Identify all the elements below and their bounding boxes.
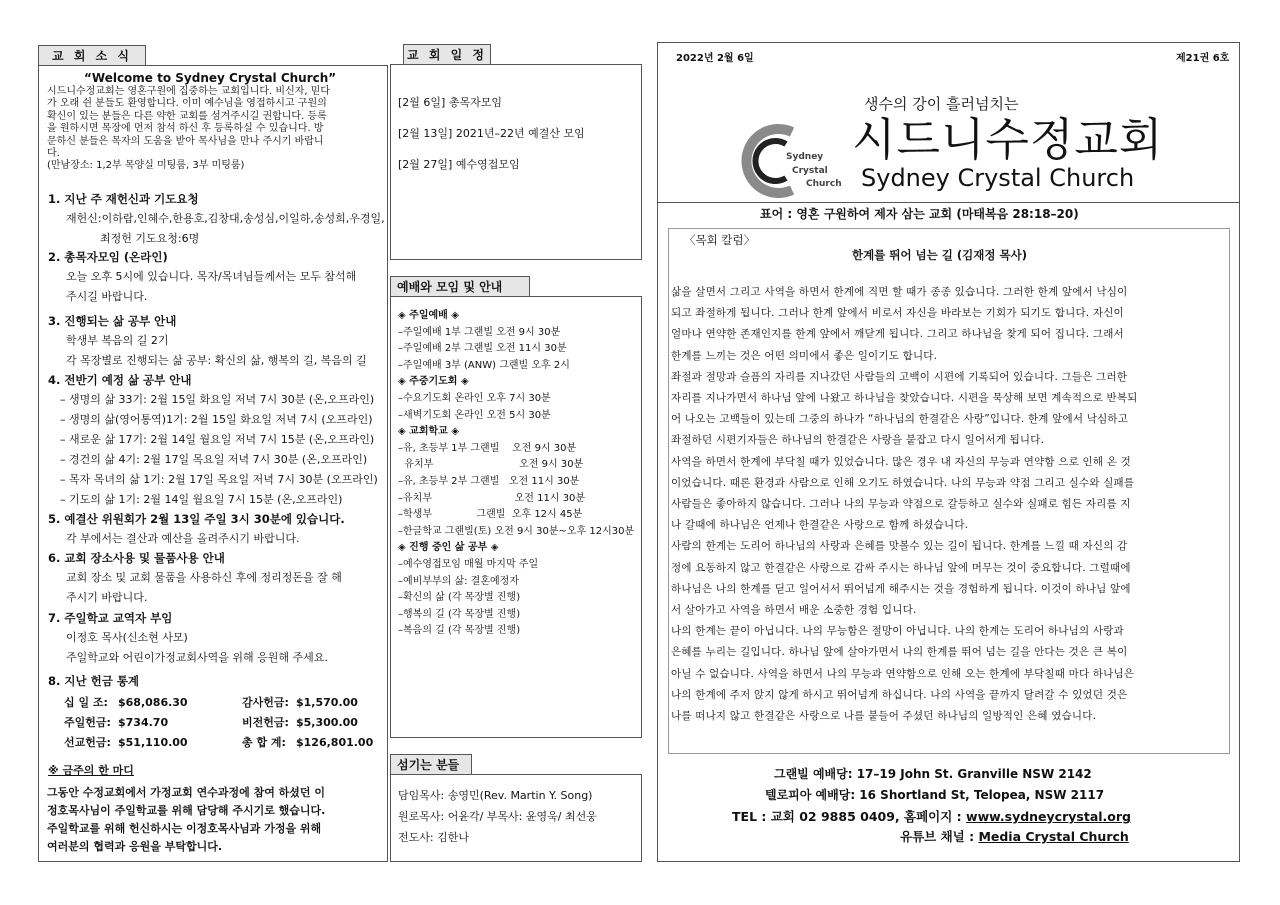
- welcome-line: 가 오래 쉰 분들도 환영합니다. 이미 예수님을 영접하시고 구원의: [47, 98, 327, 110]
- column-label: 〈목회 칼럼〉: [684, 233, 756, 247]
- column-line: 아닐 수 없습니다. 사역을 하면서 나의 무능과 연약함으로 인해 오는 한계에 부닥칠때 마다 하나님은: [671, 667, 1135, 680]
- servant-item: 전도사: 김한나: [398, 831, 469, 844]
- column-line: 정에 요동하지 않고 한결같은 사랑으로 감싸 주시는 하나님 앞에 머무는 것이 중요합니다. 그럴때에: [671, 561, 1131, 574]
- homepage-link[interactable]: www.sydneycrystal.org: [966, 809, 1131, 824]
- news-item-line: 학생부 복음의 길 2기: [66, 334, 169, 347]
- church-name-en: Sydney Crystal Church: [861, 164, 1135, 192]
- youtube-link[interactable]: Media Crystal Church: [978, 829, 1129, 844]
- column-line: 어 나오는 고백들이 있는데 그중의 하나가 “하나님의 한결같은 사랑”입니다. 한계 앞에서 낙심하고: [671, 413, 1129, 426]
- column-line: 자리를 지나가면서 하나님 앞에 나왔고 하나님을 찾았습니다. 시편을 묵상해 보면 계속적으로 반복되: [671, 392, 1138, 404]
- offering-label: 선교헌금:: [64, 736, 111, 749]
- offering-value: $126,801.00: [296, 736, 374, 749]
- issue-date: 2022년 2월 6일: [676, 53, 754, 64]
- column-line: 한계를 느끼는 것은 어떤 의미에서 좋은 일이기도 합니다.: [671, 349, 938, 362]
- offering-label: 총 합 계:: [242, 736, 286, 749]
- news-item-line: 주일학교와 어린이가정교회사역을 위해 응원해 주세요.: [66, 651, 328, 664]
- tagline: 생수의 강이 흘러넘치는: [864, 95, 1019, 113]
- welcome-line: 확신이 있는 분들은 다른 약한 교회를 섬겨주시길 권합니다. 등록: [47, 110, 327, 122]
- issue-volume: 제21권 6호: [1176, 53, 1230, 64]
- news-item-line: – 기도의 삶 1기: 2월 14일 월요일 7시 15분 (온,오프라인): [60, 493, 343, 506]
- word-title: ※ 금주의 한 마디: [48, 764, 134, 777]
- worship-item: –확신의 삶 (각 목장별 진행): [398, 592, 521, 604]
- worship-item: –예비부부의 삶: 결혼예정자: [398, 575, 519, 587]
- worship-item: –유치부 오전 11시 30분: [398, 492, 586, 504]
- news-item-line: 최정헌 기도요청:6명: [100, 232, 200, 245]
- column-line: 좌절과 절망과 슬픔의 자리를 지나갔던 사람들의 고백이 시편에 기록되어 있습니다. 그들은 그러한: [671, 370, 1128, 383]
- worship-item: –주일예배 3부 (ANW) 그랜빌 오후 2시: [398, 359, 570, 371]
- youtube-label: 유튜브 채널 :: [900, 829, 979, 844]
- news-item-line: 교회 장소 및 교회 물품을 사용하신 후에 정리정돈을 잘 해: [66, 571, 342, 584]
- news-item-title: 3. 진행되는 삶 공부 안내: [48, 314, 177, 328]
- offering-value: $68,086.30: [118, 696, 188, 709]
- schedule-tab: 교 회 일 정: [403, 44, 491, 65]
- offering-value: $1,570.00: [296, 696, 358, 709]
- welcome-line: 시드니수정교회는 영혼구원에 집중하는 교회입니다. 비신자, 믿다: [47, 86, 331, 97]
- news-item-title: 7. 주일학교 교역자 부임: [48, 611, 173, 625]
- servant-item: 담임목사: 송영민(Rev. Martin Y. Song): [398, 789, 593, 802]
- servants-tab: 섬기는 분들: [390, 754, 472, 774]
- motto: 표어 : 영혼 구원하여 제자 삼는 교회 (마태복음 28:18–20): [760, 207, 1079, 221]
- news-item-line: 오늘 오후 5시에 있습니다. 목자/목녀님들께서는 모두 참석해: [66, 270, 357, 283]
- worship-item: –학생부 그랜빌 오후 12시 45분: [398, 509, 583, 521]
- worship-item: –주일예배 1부 그랜빌 오전 9시 30분: [398, 326, 561, 338]
- word-line: 정호목사님이 주일학교를 위해 담당해 주시기로 했습니다.: [47, 804, 326, 817]
- contact-line: [732, 809, 1131, 825]
- worship-item: –예수영접모임 매월 마지막 주일: [398, 559, 539, 570]
- schedule-item: [2월 6일] 총목자모임: [398, 96, 502, 109]
- news-item-line: – 경건의 삶 4기: 2월 17일 목요일 저녁 7시 30분 (온,오프라인): [60, 453, 368, 466]
- column-line: 얼마나 연약한 존재인지를 한계 앞에서 깨닫게 됩니다. 그리고 하나님을 찾게 되어 집니다. 그래서: [671, 328, 1124, 341]
- column-line: 이었습니다. 때론 환경과 사람으로 인해 오기도 하였습니다. 나의 무능과 약점 그리고 실수와 실패를: [671, 476, 1135, 489]
- word-line: 여러분의 협력과 응원을 부탁합니다.: [47, 840, 223, 853]
- worship-item: –주일예배 2부 그랜빌 오전 11시 30분: [398, 343, 567, 355]
- offering-value: $734.70: [118, 716, 169, 729]
- news-item-title: 5. 예결산 위원회가 2월 13일 주일 3시 30분에 있습니다.: [48, 512, 345, 526]
- column-line: 나 갈때에 하나님은 언제나 한결같은 사랑으로 함께 하셨습니다.: [671, 519, 969, 532]
- worship-item: –행복의 길 (각 목장별 진행): [398, 608, 521, 620]
- column-line: 사람들은 좋아하지 않습니다. 그러나 나의 무능과 약점으로 갈등하고 실수와 실패로 힘든 자리를 지: [671, 498, 1131, 510]
- servant-item: 원로목사: 어윤각/ 부목사: 윤영욱/ 최선웅: [398, 810, 597, 823]
- worship-section-title: ◈ 주중기도회 ◈: [398, 376, 469, 388]
- news-item-line: – 목자 목녀의 삶 1기: 2월 17일 목요일 저녁 7시 30분 (오프라인): [60, 473, 378, 486]
- worship-item: –복음의 길 (각 목장별 진행): [398, 625, 521, 637]
- news-item-title: 2. 총목자모임 (온라인): [48, 250, 168, 264]
- welcome-title: “Welcome to Sydney Crystal Church”: [84, 71, 337, 85]
- news-item-title: 4. 전반기 예정 삶 공부 안내: [48, 373, 192, 387]
- offering-label: 십 일 조:: [64, 696, 108, 709]
- news-item-line: – 생명의 삶 33기: 2월 15일 화요일 저녁 7시 30분 (온,오프라인): [60, 393, 375, 406]
- church-name-kr: 시드니수정교회: [852, 113, 1164, 166]
- column-line: 서 살아가고 사역을 하면서 배운 소중한 경험 입니다.: [671, 604, 917, 616]
- column-line: 나의 한계에 주저 앉지 않게 하시고 뛰어넘게 하십니다. 나의 사역을 끝까지 달려갈 수 있었던 것은: [671, 688, 1128, 701]
- worship-item: –유, 초등부 1부 그랜빌 오전 9시 30분: [398, 442, 577, 454]
- tel-text: TEL : 교회 02 9885 0409, 홈페이지 :: [732, 809, 967, 824]
- news-item-line: 주시길 바랍니다.: [66, 290, 148, 303]
- offering-label: 주일헌금:: [64, 716, 111, 729]
- schedule-item: [2월 27일] 예수영접모임: [398, 158, 520, 171]
- worship-item: –수요기도회 온라인 오후 7시 30분: [398, 393, 551, 404]
- worship-section-title: ◈ 주일예배 ◈: [398, 310, 459, 321]
- welcome-line: 을 원하시면 목장에 먼저 참석 하신 후 등록하실 수 있습니다. 방: [47, 123, 324, 135]
- offering-value: $5,300.00: [296, 716, 358, 729]
- news-tab: 교 회 소 식: [38, 45, 146, 66]
- welcome-line: (만남장소: 1,2부 목양실 미팅룸, 3부 미팅룸): [47, 160, 245, 172]
- offering-label: 감사헌금:: [242, 696, 289, 709]
- worship-tab: 예배와 모임 및 안내: [390, 276, 530, 296]
- offering-value: $51,110.00: [118, 736, 188, 749]
- news-item-title: 6. 교회 장소사용 및 물품사용 안내: [48, 551, 225, 565]
- news-item-line: 각 부에서는 결산과 예산을 올려주시기 바랍니다.: [66, 532, 300, 545]
- news-item-line: – 새로운 삶 17기: 2월 14일 월요일 저녁 7시 15분 (온,오프라인): [60, 433, 375, 446]
- news-item-line: 각 목장별로 진행되는 삶 공부: 확신의 삶, 행복의 길, 복음의 길: [66, 354, 367, 367]
- logo-word-3: Church: [806, 179, 842, 189]
- youtube-line: [900, 829, 1129, 845]
- worship-section-title: ◈ 교회학교 ◈: [398, 426, 459, 438]
- column-line: 사역을 하면서 한계에 부닥칠 때가 있었습니다. 많은 경우 내 자신의 무능과 연약함 으로 인해 온 것: [671, 455, 1131, 468]
- address-granville: 그랜빌 예배당: 17–19 John St. Granville NSW 2142: [774, 767, 1092, 781]
- news-item-title: 1. 지난 주 재헌신과 기도요청: [48, 192, 199, 206]
- column-line: 하나님은 나의 한계를 딛고 일어서서 뛰어넘게 해주시는 것을 경험하게 됩니다. 이것이 하나님 앞에: [671, 582, 1131, 595]
- schedule-item: [2월 13일] 2021년–22년 예결산 모임: [398, 127, 585, 140]
- news-item-line: – 생명의 삶(영어통역)1기: 2월 15일 화요일 저녁 7시 (오프라인): [60, 413, 373, 426]
- worship-item: –한글학교 그랜빌(토) 오전 9시 30분~오후 12시30분: [398, 525, 635, 537]
- worship-item: –유, 초등부 2부 그랜빌 오전 11시 30분: [398, 476, 580, 487]
- worship-item: 유치부 오전 9시 30분: [398, 459, 584, 471]
- offering-title: 8. 지난 헌금 통계: [48, 674, 140, 688]
- offering-label: 비전헌금:: [242, 716, 289, 729]
- column-line: 좌절하던 시편기자들은 하나님의 한결같은 사랑을 붙잡고 다시 일어서게 됩니다.: [671, 434, 1045, 447]
- worship-section-title: ◈ 진행 중인 삶 공부 ◈: [398, 542, 499, 554]
- column-line: 은혜를 누리는 길입니다. 하나님 앞에 살아가면서 나의 한계를 뛰어 넘는 길을 안다는 것은 큰 복이: [671, 646, 1128, 659]
- welcome-line: 다.: [47, 148, 60, 159]
- worship-item: –새벽기도회 온라인 오전 5시 30분: [398, 409, 551, 421]
- news-item-line: 주시기 바랍니다.: [66, 591, 148, 604]
- news-item-line: 이정호 목사(신소현 사모): [66, 631, 188, 644]
- column-title: 한계를 뛰어 넘는 길 (김재정 목사): [852, 248, 1027, 262]
- column-line: 삶을 살면서 그리고 사역을 하면서 한계에 직면 할 때가 종종 있습니다. 그러한 한계 앞에서 낙심이: [671, 286, 1128, 298]
- welcome-line: 문하신 분들은 목자의 도움을 받아 목사님을 만나 주시기 바랍니: [47, 135, 324, 147]
- address-telopea: 텔로피아 예배당: 16 Shortland St, Telopea, NSW 2117: [765, 788, 1105, 802]
- word-line: 그동안 수정교회에서 가정교회 연수과정에 참여 하셨던 이: [47, 786, 325, 799]
- logo-word-2: Crystal: [792, 166, 828, 176]
- motto-divider: [658, 202, 1239, 203]
- column-line: 사람의 한계는 도리어 하나님의 사랑과 은혜를 맛볼수 있는 길이 됩니다. 한계를 느낄 때 자신의 감: [671, 540, 1128, 553]
- column-line: 나를 떠나지 않고 한결같은 사랑으로 나를 붙들어 주셨던 하나님의 일방적인 은혜 였습니다.: [671, 710, 1097, 722]
- column-line: 나의 한계는 끝이 아닙니다. 나의 무능함은 절망이 아닙니다. 나의 한계는 도리어 하나님의 사랑과: [671, 625, 1124, 638]
- church-logo-icon: [734, 118, 846, 204]
- news-item-line: 재헌신:이하람,인혜수,한용호,김창대,송성심,이일하,송성희,우경일,: [66, 212, 385, 225]
- word-line: 주일학교를 위해 헌신하시는 이정호목사님과 가정을 위해: [47, 822, 322, 835]
- column-line: 되고 좌절하게 됩니다. 그러나 한계 앞에서 비로서 자신을 바라보는 기회가 되기도 합니다. 자신이: [671, 307, 1124, 320]
- logo-word-1: Sydney: [786, 152, 824, 162]
